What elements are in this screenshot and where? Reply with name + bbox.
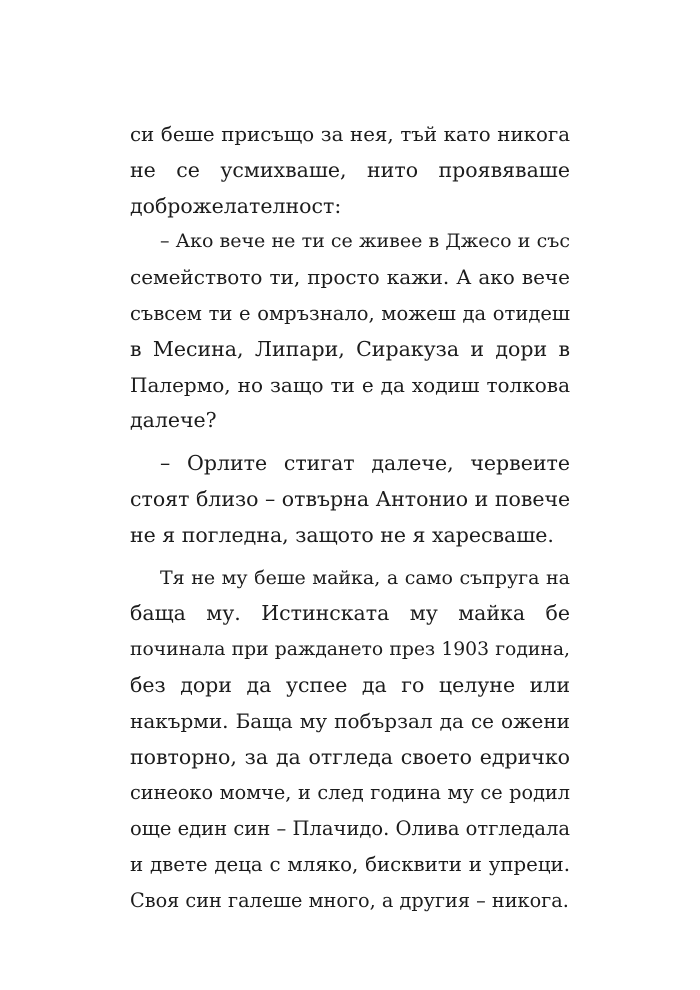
text-line: Своя син галеше много, а другия – никога.: [130, 888, 569, 912]
text-line: стоят близо – отвърна Антонио и повече: [130, 486, 571, 511]
text-line: починала при раждането през 1903 година,: [130, 639, 570, 661]
text-line: синеоко момче, и след година му се родил: [130, 781, 570, 805]
text-line: още един син – Плачидо. Олива отгледала: [130, 817, 570, 841]
page-text: [130, 117, 570, 919]
text-line: – Орлите стигат далече, червеите: [160, 451, 570, 476]
text-line: накърми. Баща му побързал да се ожени: [130, 708, 570, 733]
paragraph-gap: [130, 439, 570, 446]
text-line: доброжелателност:: [130, 193, 342, 218]
text-line: – Ако вече не ти се живее в Джесо и със: [160, 230, 570, 253]
text-line: не я погледна, защото не я харесваше.: [130, 522, 554, 547]
text-line: далече?: [130, 408, 217, 433]
text-line: и двете деца с мляко, бисквити и упреци.: [130, 852, 570, 876]
text-line: баща му. Истинската му майка бе: [130, 601, 570, 626]
text-line: съвсем ти е омръзнало, можеш да отидеш: [130, 301, 570, 325]
text-line: в Месина, Липари, Сиракуза и дори в: [130, 336, 570, 361]
text-line: без дори да успее да го целуне или: [130, 672, 570, 697]
paragraph-gap: [130, 554, 570, 561]
text-line: Тя не му беше майка, а само съпруга на: [160, 566, 570, 589]
text-line: повторно, за да отгледа своето едричко: [130, 744, 570, 769]
text-line: не се усмихваше, нито проявяваше: [130, 157, 570, 182]
text-line: Палермо, но защо ти е да ходиш толкова: [130, 372, 570, 397]
text-line: семейството ти, просто кажи. А ако вече: [130, 265, 570, 290]
text-line: си беше присъщо за нея, тъй като никога: [130, 123, 570, 146]
